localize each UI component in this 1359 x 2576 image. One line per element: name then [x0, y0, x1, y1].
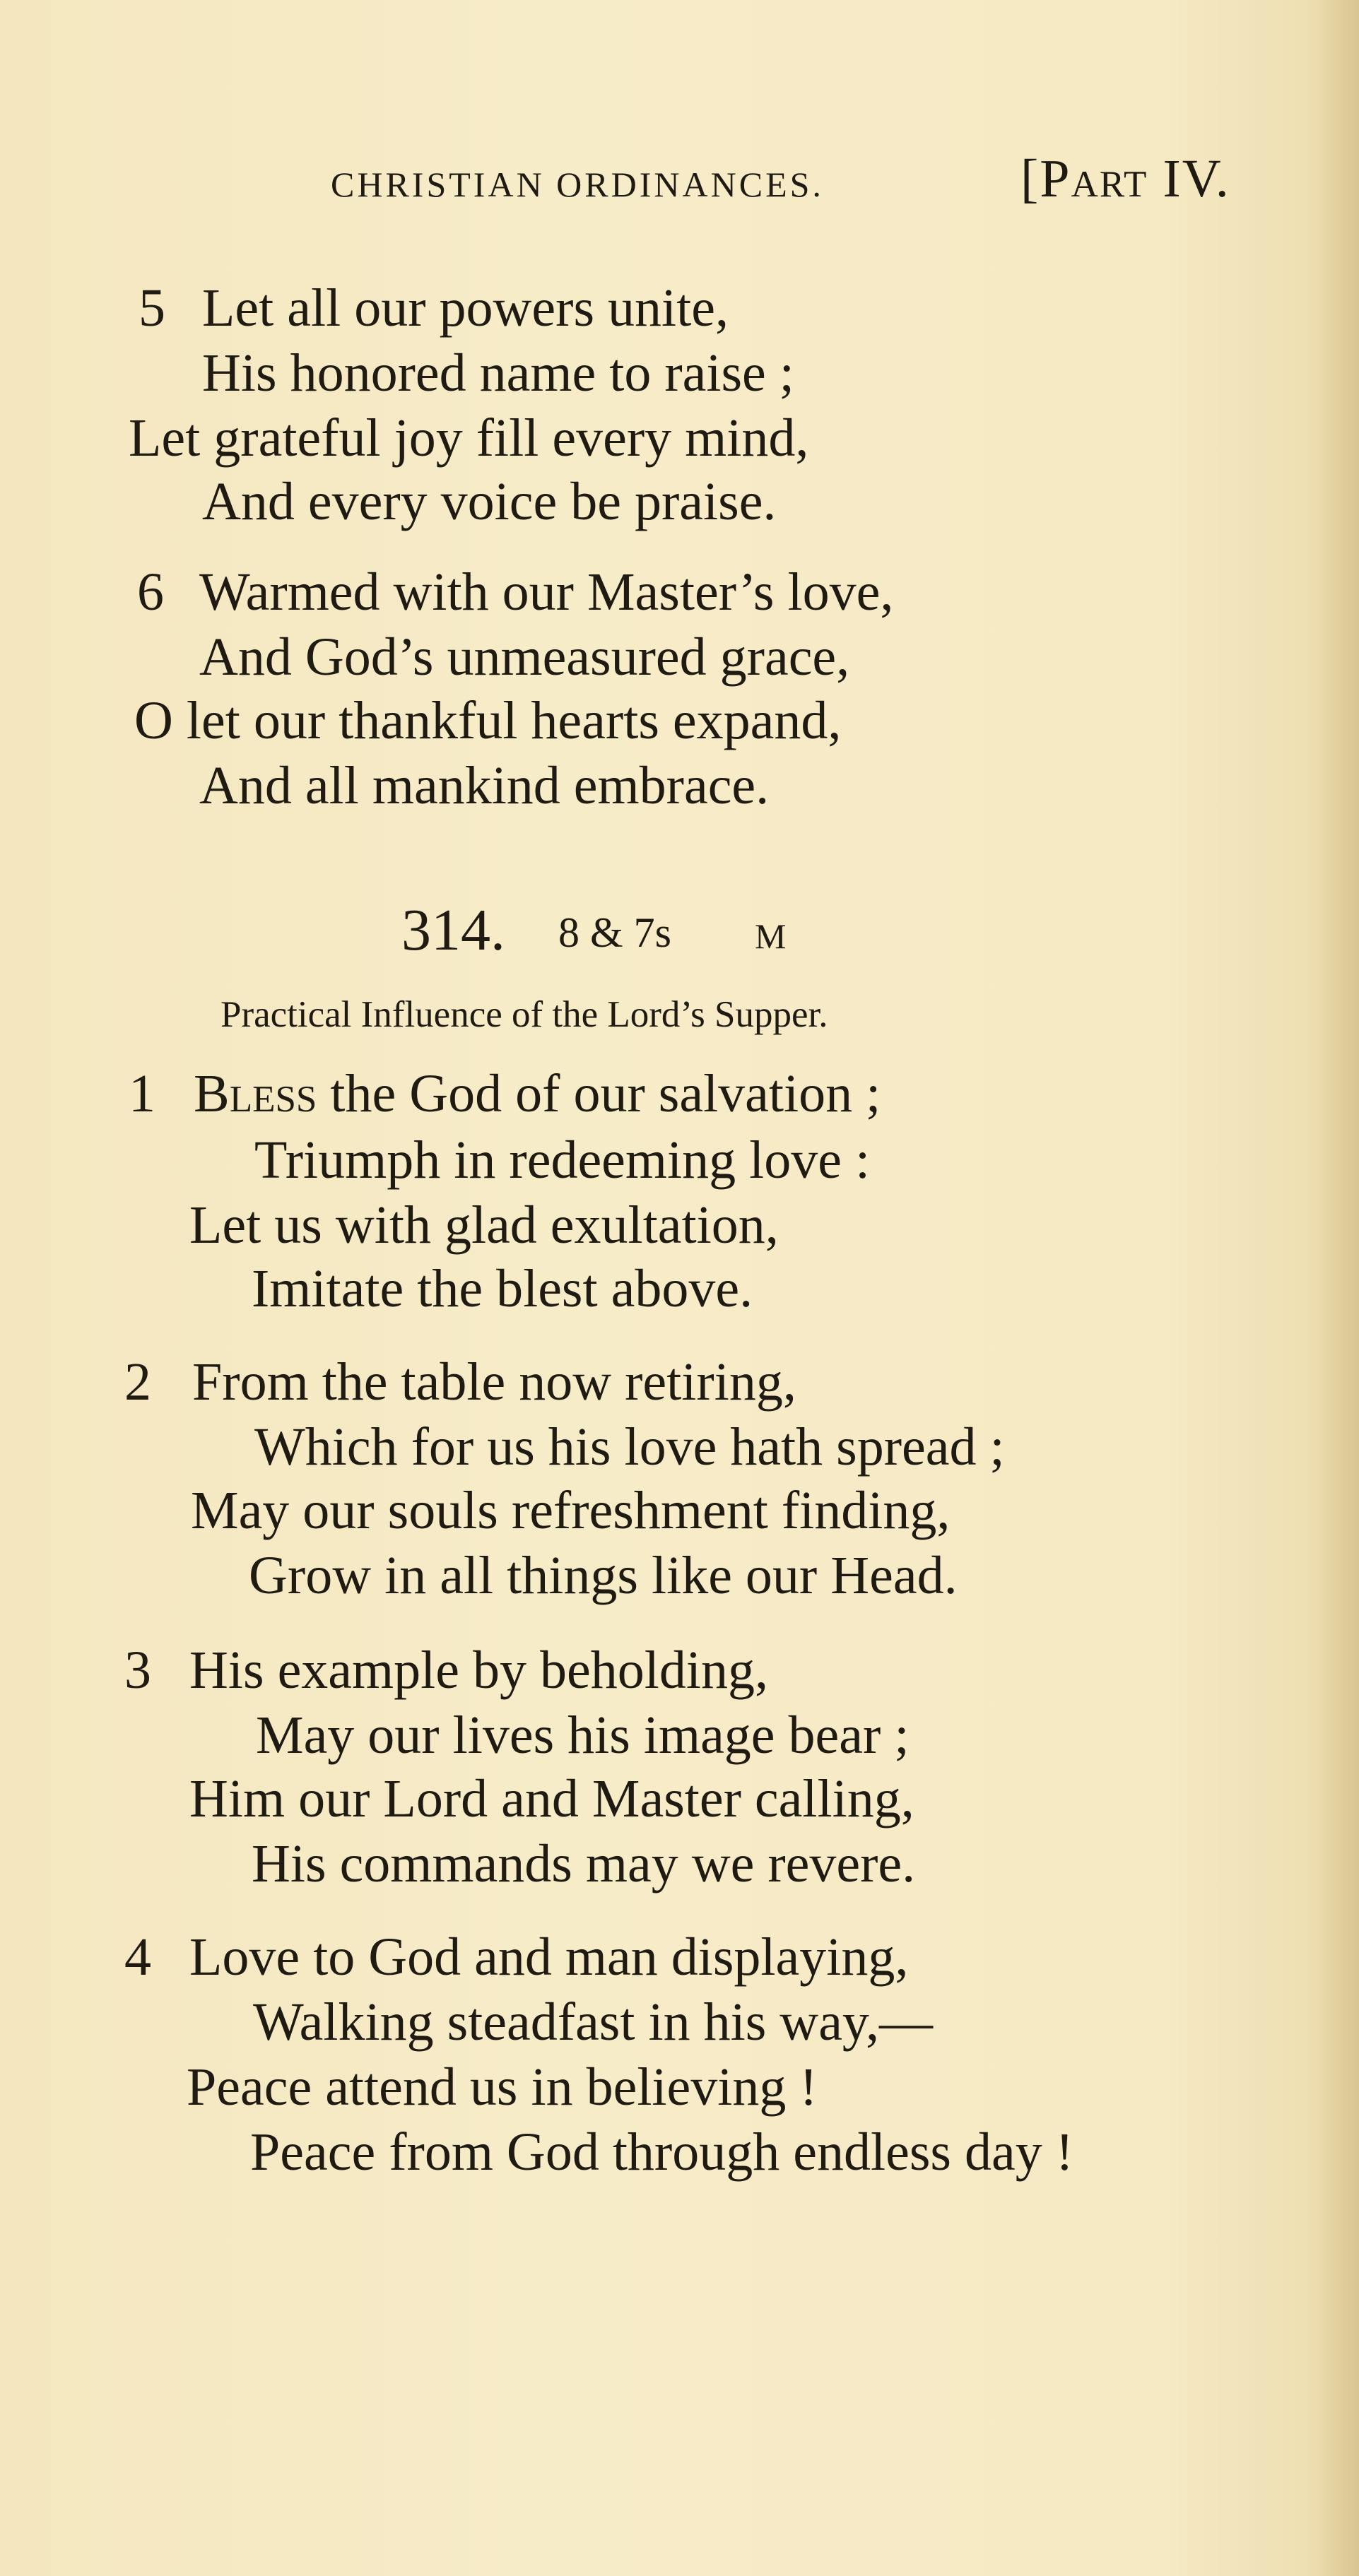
- page-header: [331, 148, 1306, 233]
- verse-line: May our lives his image bear ;: [256, 1706, 910, 1765]
- verse-line-rest: the God of our salvation ;: [317, 1064, 881, 1123]
- verse-line: Grow in all things like our Head.: [249, 1546, 958, 1605]
- verse-line: O let our thankful hearts expand,: [134, 691, 842, 750]
- verse-line: Walking steadfast in his way,—: [253, 1992, 933, 2052]
- verse-line: Triumph in redeeming love :: [254, 1130, 871, 1190]
- verse-line: And all mankind embrace.: [199, 756, 770, 815]
- part-label: [Part IV.: [1020, 149, 1230, 208]
- verse-line: Love to God and man displaying,: [189, 1927, 909, 1987]
- verse-line: [194, 1064, 881, 1123]
- verse-number: 2: [124, 1352, 151, 1412]
- verse-line: Peace attend us in believing !: [187, 2057, 818, 2117]
- verse-line: Let grateful joy fill every mind,: [129, 408, 809, 468]
- verse-line: From the table now retiring,: [192, 1352, 796, 1412]
- first-word-small-caps: Bless: [194, 1064, 317, 1123]
- hymn-meter: 8 & 7s: [558, 909, 672, 956]
- verse-line: May our souls refreshment finding,: [191, 1481, 951, 1540]
- verse-number: 3: [124, 1641, 151, 1700]
- verse-line: And every voice be praise.: [202, 472, 777, 531]
- verse-line: Him our Lord and Master calling,: [189, 1769, 914, 1828]
- verse-line: Imitate the blest above.: [252, 1259, 753, 1318]
- hymn-number: 314.: [401, 897, 505, 963]
- verse-line: Let all our powers unite,: [202, 278, 729, 338]
- verse-line: His commands may we revere.: [252, 1834, 916, 1893]
- verse-line: Peace from God through endless day !: [250, 2122, 1074, 2182]
- hymn-meter-suffix: M: [755, 916, 787, 956]
- verse-number: 1: [129, 1064, 155, 1123]
- verse-number: 5: [139, 278, 165, 338]
- verse-line: His example by beholding,: [189, 1641, 768, 1700]
- verse-number: 4: [124, 1927, 151, 1987]
- verse-line: Warmed with our Master’s love,: [199, 562, 894, 622]
- page-edge-shadow: [1317, 0, 1359, 2576]
- verse-number: 6: [137, 562, 164, 622]
- verse-line: And God’s unmeasured grace,: [199, 627, 850, 687]
- running-head: CHRISTIAN ORDINANCES.: [331, 165, 824, 204]
- verse-line: His honored name to raise ;: [202, 343, 794, 403]
- verse-line: Let us with glad exultation,: [189, 1195, 779, 1255]
- hymn-title: Practical Influence of the Lord’s Supper.: [220, 994, 828, 1035]
- verse-line: Which for us his love hath spread ;: [254, 1417, 1005, 1477]
